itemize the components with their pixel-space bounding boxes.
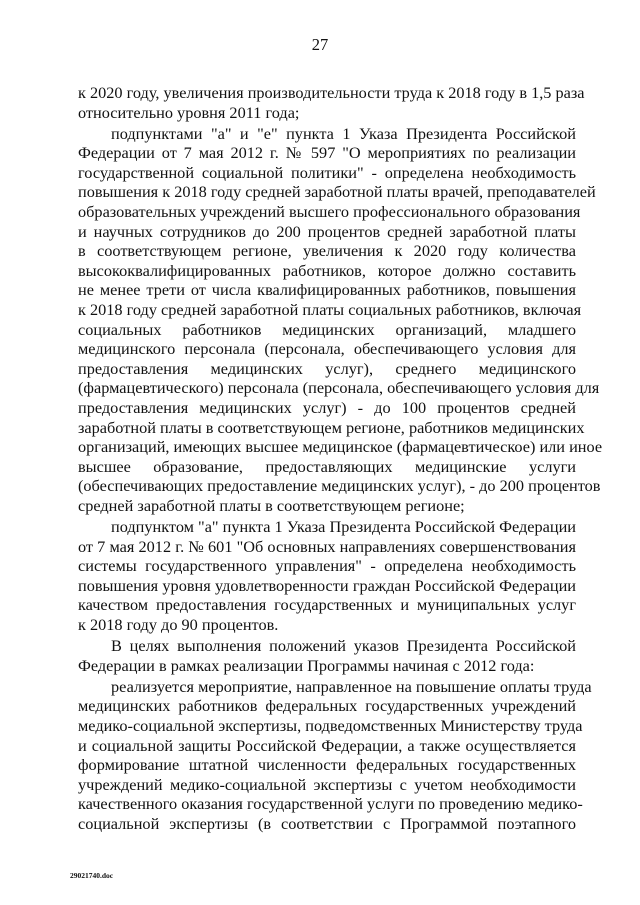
text-line: образовательных учреждений высшего профессионального образования — [78, 202, 581, 222]
text-line: к 2018 году средней заработной платы социальных работников, включая — [78, 300, 582, 320]
text-line: предоставления медицинских услуг), среднего медицинского — [78, 358, 576, 378]
text-line: формирование штатной численности федеральных государственных — [78, 755, 576, 775]
text-line: организаций, имеющих высшее медицинское (фармацевтическое) или иное — [78, 437, 603, 457]
text-line: медицинских работников федеральных государственных учреждений — [78, 696, 576, 716]
text-line: и научных сотрудников до 200 процентов средней заработной платы — [78, 221, 576, 241]
text-line: Федерации в рамках реализации Программы начиная с 2012 года: — [78, 655, 535, 675]
text-line: В целях выполнения положений указов Президента Российской — [111, 636, 576, 656]
paragraph — [78, 676, 592, 834]
text-line: предоставления медицинских услуг) - до 100 процентов средней — [78, 398, 576, 417]
text-line: реализуется мероприятие, направленное на повышение оплаты труда — [111, 676, 592, 696]
text-line: от 7 мая 2012 г. № 601 "Об основных направлениях совершенствования — [78, 536, 576, 556]
text-line: в соответствующем регионе, увеличения к 2020 году количества — [78, 241, 576, 261]
page-number: 27 — [311, 35, 329, 54]
text-line: Федерации от 7 мая 2012 г. № 597 "О мероприятиях по реализации — [78, 143, 576, 163]
text-line: не менее трети от числа квалифицированных работников, повышения — [78, 280, 576, 300]
text-line: повышения уровня удовлетворенности граждан Российской Федерации — [78, 575, 576, 595]
text-line: медико-социальной экспертизы, подведомственных Министерству труда — [78, 716, 583, 735]
paragraph — [78, 123, 603, 516]
text-line: (обеспечивающих предоставление медицинских услуг), - до 200 процентов — [78, 476, 601, 496]
text-line: заработной платы в соответствующем регионе, работников медицинских — [78, 417, 585, 437]
text-line: относительно уровня 2011 года; — [78, 102, 300, 122]
text-line: учреждений медико-социальной экспертизы с учетом необходимости — [78, 774, 576, 794]
text-line: социальных работников медицинских организаций, младшего — [78, 319, 576, 339]
paragraph — [78, 517, 576, 635]
text-line: высококвалифицированных работников, которое должно составить — [78, 260, 576, 280]
text-line: качественного оказания государственной услуги по проведению медико- — [78, 794, 583, 814]
text-line: социальной экспертизы (в соответствии с Программой поэтапного — [78, 813, 576, 833]
text-line: высшее образование, предоставляющих медицинские услуги — [78, 456, 576, 476]
text-line: качеством предоставления государственных и муниципальных услуг — [78, 595, 576, 615]
text-line: (фармацевтического) персонала (персонала, обеспечивающего условия для — [78, 378, 600, 398]
footer-filename: 29021740.doc — [70, 871, 114, 880]
paragraph — [78, 83, 585, 122]
text-line: подпунктом "а" пункта 1 Указа Президента Российской Федерации — [111, 517, 576, 537]
text-line: и социальной защиты Российской Федерации, а также осуществляется — [78, 735, 576, 755]
text-line: подпунктами "а" и "е" пункта 1 Указа Президента Российской — [111, 123, 576, 143]
text-line: к 2020 году, увеличения производительности труда к 2018 году в 1,5 раза — [78, 83, 585, 102]
text-line: медицинского персонала (персонала, обеспечивающего условия для — [78, 339, 576, 359]
text-line: повышения к 2018 году средней заработной платы врачей, преподавателей — [78, 182, 596, 202]
text-line: средней заработной платы в соответствующем регионе; — [78, 495, 465, 515]
text-line: к 2018 году до 90 процентов. — [78, 615, 279, 635]
text-line: системы государственного управления" - определена необходимость — [78, 556, 576, 576]
text-line: государственной социальной политики" - определена необходимость — [78, 162, 576, 182]
document-body — [78, 83, 603, 834]
paragraph — [78, 636, 576, 675]
